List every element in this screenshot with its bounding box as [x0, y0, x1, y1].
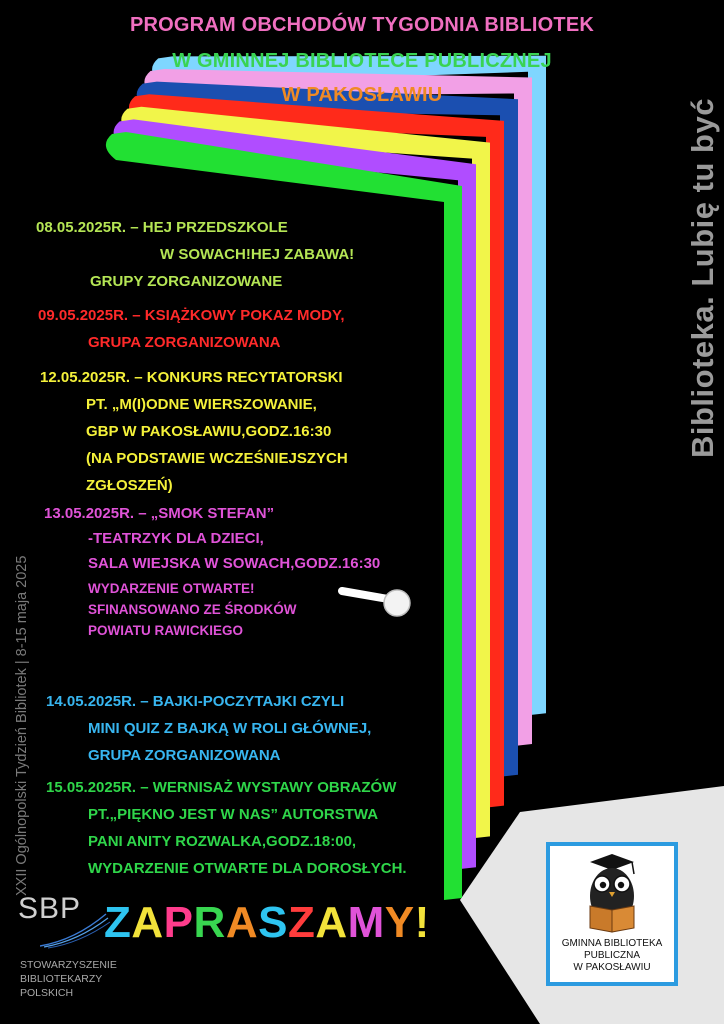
invite-letter: A	[225, 898, 259, 947]
event-detail-line: PT.„PIĘKNO JEST W NAS” AUTORSTWA	[88, 806, 379, 823]
invite-letter: P	[163, 898, 194, 947]
door-handle	[342, 590, 410, 616]
invite-text	[104, 898, 430, 948]
invite-letter: Z	[104, 898, 132, 947]
event-detail-line: GRUPY ZORGANIZOWANE	[90, 273, 283, 290]
invite-letter: !	[414, 898, 430, 947]
invite-letter: R	[193, 898, 226, 947]
invite-letter: Z	[287, 898, 316, 947]
event-detail-line: (NA PODSTAWIE WCZEŚNIEJSZYCH	[86, 450, 348, 467]
invite-letter: A	[315, 898, 348, 947]
invite-letter: Y	[384, 898, 415, 947]
event-detail-line: SALA WIEJSKA W SOWACH,GODZ.16:30	[88, 555, 381, 572]
slogan-vertical: Biblioteka. Lubię tu być	[685, 98, 720, 458]
event-detail-line: W SOWACH!HEJ ZABAWA!	[160, 246, 355, 263]
logo-line: PUBLICZNA	[583, 950, 641, 961]
sbp-logo	[18, 892, 81, 926]
event-date-title: 08.05.2025R. – HEJ PRZEDSZKOLE	[36, 219, 288, 236]
event-date-title: 09.05.2025R. – KSIĄŻKOWY POKAZ MODY,	[38, 307, 345, 324]
logo-line: W PAKOSŁAWIU	[573, 962, 651, 973]
event-detail-line: PT. „M(I)ODNE WIERSZOWANIE,	[86, 396, 317, 413]
event-detail-line: GRUPA ZORGANIZOWANA	[88, 334, 281, 351]
event-detail-line: PANI ANITY ROZWALKA,GODZ.18:00,	[88, 833, 357, 850]
sbp-line: POLSKICH	[20, 987, 74, 999]
event-detail-line: ZGŁOSZEŃ)	[86, 477, 173, 494]
sbp-swoosh-icon	[40, 910, 110, 950]
event-detail-line: GRUPA ZORGANIZOWANA	[88, 747, 281, 764]
event-detail-line: SFINANSOWANO ZE ŚRODKÓW	[88, 602, 297, 617]
sbp-line: BIBLIOTEKARZY	[20, 973, 103, 985]
event-date-title: 13.05.2025R. – „SMOK STEFAN”	[44, 505, 275, 522]
title-line-1: PROGRAM OBCHODÓW TYGODNIA BIBLIOTEK	[129, 14, 595, 36]
invite-letter: M	[347, 898, 385, 947]
invite-letter: A	[131, 898, 164, 947]
event-date-title: 14.05.2025R. – BAJKI-POCZYTAJKI CZYLI	[46, 693, 345, 710]
library-logo-text	[550, 938, 674, 974]
sbp-abbr: SBP	[18, 892, 82, 925]
sbp-line: STOWARZYSZENIE	[20, 959, 117, 971]
event-detail-line: POWIATU RAWICKIEGO	[88, 623, 243, 638]
title-line-3: W PAKOSŁAWIU	[281, 84, 443, 106]
owl-reading-icon	[550, 848, 674, 938]
logo-line: GMINNA BIBLIOTEKA	[561, 938, 663, 949]
invite-letter: S	[258, 898, 288, 947]
event-detail-line: -TEATRZYK DLA DZIECI,	[88, 530, 264, 547]
title-line-2: W GMINNEJ BIBLIOTECE PUBLICZNEJ	[172, 50, 552, 72]
event-date-title: 12.05.2025R. – KONKURS RECYTATORSKI	[40, 369, 343, 386]
event-caption-vertical: XXII Ogólnopolski Tydzień Bibliotek | 8-15 maja 2025	[14, 555, 30, 896]
event-detail-line: GBP W PAKOSŁAWIU,GODZ.16:30	[86, 423, 332, 440]
library-logo	[546, 842, 678, 986]
event-detail-line: WYDARZENIE OTWARTE!	[88, 581, 255, 596]
event-detail-line: WYDARZENIE OTWARTE DLA DOROSŁYCH.	[88, 860, 407, 877]
sbp-full-name	[20, 958, 117, 1000]
event-date-title: 15.05.2025R. – WERNISAŻ WYSTAWY OBRAZÓW	[46, 779, 397, 796]
event-detail-line: MINI QUIZ Z BAJKĄ W ROLI GŁÓWNEJ,	[88, 720, 372, 737]
